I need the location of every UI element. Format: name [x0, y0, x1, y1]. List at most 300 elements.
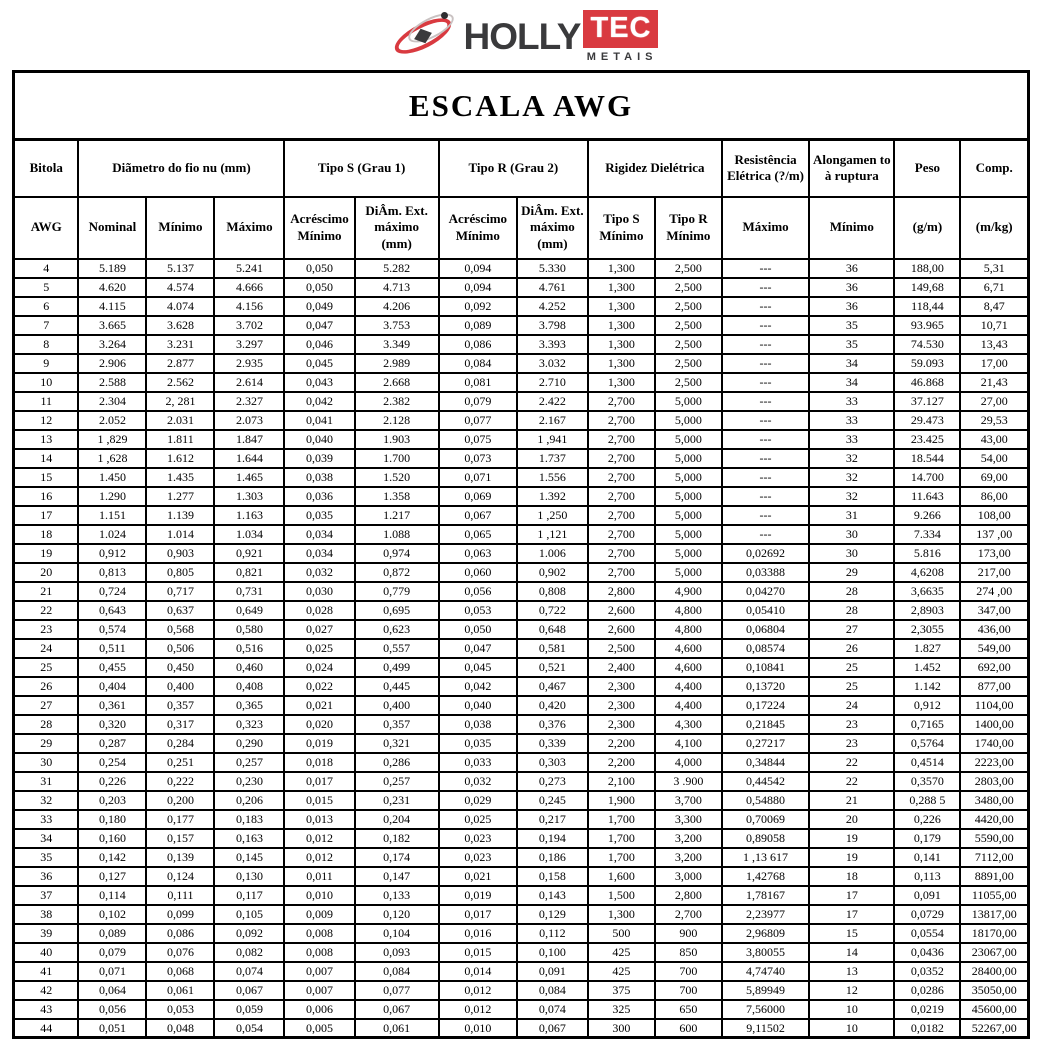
table-cell: 2.128 — [355, 411, 439, 430]
table-cell: 1,300 — [588, 905, 655, 924]
table-cell: 1.452 — [894, 658, 960, 677]
table-cell: 3.393 — [517, 335, 588, 354]
table-cell: 500 — [588, 924, 655, 943]
table-cell: 34 — [809, 373, 894, 392]
table-cell: 0,012 — [284, 848, 354, 867]
table-cell: 23 — [809, 715, 894, 734]
table-cell: 0,0182 — [894, 1019, 960, 1038]
table-cell: 5590,00 — [960, 829, 1028, 848]
table-row — [14, 639, 1029, 658]
table-cell: 5,000 — [655, 430, 722, 449]
table-cell: 1.014 — [146, 525, 214, 544]
table-cell: 3.264 — [78, 335, 146, 354]
table-row — [14, 335, 1029, 354]
table-cell: 0,038 — [439, 715, 517, 734]
table-cell: 0,284 — [146, 734, 214, 753]
table-cell: 0,7165 — [894, 715, 960, 734]
table-row — [14, 943, 1029, 962]
table-cell: --- — [722, 354, 809, 373]
table-cell: 0,245 — [517, 791, 588, 810]
table-cell: 0,015 — [284, 791, 354, 810]
table-cell: 149,68 — [894, 278, 960, 297]
table-row — [14, 962, 1029, 981]
table-cell: 0,903 — [146, 544, 214, 563]
table-cell: 7112,00 — [960, 848, 1028, 867]
table-cell: 2223,00 — [960, 753, 1028, 772]
table-cell: 600 — [655, 1019, 722, 1038]
table-cell: 0,89058 — [722, 829, 809, 848]
table-cell: 0,067 — [439, 506, 517, 525]
table-cell: 700 — [655, 962, 722, 981]
table-cell: 2.422 — [517, 392, 588, 411]
table-cell: 6,71 — [960, 278, 1028, 297]
table-cell: 1,700 — [588, 848, 655, 867]
table-cell: 0,17224 — [722, 696, 809, 715]
table-cell: 0,008 — [284, 943, 354, 962]
table-cell: --- — [722, 506, 809, 525]
table-cell: 0,186 — [517, 848, 588, 867]
table-cell: 27 — [14, 696, 79, 715]
table-cell: 0,813 — [78, 563, 146, 582]
table-cell: 0,012 — [439, 981, 517, 1000]
table-cell: 1,600 — [588, 867, 655, 886]
table-cell: 13,43 — [960, 335, 1028, 354]
table-cell: 0,047 — [284, 316, 354, 335]
table-cell: 2.614 — [214, 373, 284, 392]
table-cell: 23 — [14, 620, 79, 639]
table-cell: 27 — [809, 620, 894, 639]
table-cell: 31 — [809, 506, 894, 525]
table-cell: 21 — [809, 791, 894, 810]
table-cell: 8 — [14, 335, 79, 354]
table-cell: 4.574 — [146, 278, 214, 297]
col-group-alongamento: Alongamen to à ruptura — [809, 140, 894, 197]
table-cell: 4,6208 — [894, 563, 960, 582]
table-row — [14, 392, 1029, 411]
table-row — [14, 696, 1029, 715]
table-cell: 0,010 — [439, 1019, 517, 1038]
table-cell: 0,033 — [439, 753, 517, 772]
table-cell: 0,0436 — [894, 943, 960, 962]
table-cell: 0,623 — [355, 620, 439, 639]
table-cell: 2,700 — [588, 525, 655, 544]
table-cell: 1104,00 — [960, 696, 1028, 715]
col-header-peso-gm: (g/m) — [894, 197, 960, 259]
table-cell: 1.612 — [146, 449, 214, 468]
table-cell: 0,084 — [517, 981, 588, 1000]
table-row — [14, 620, 1029, 639]
table-cell: 3,80055 — [722, 943, 809, 962]
table-cell: 3.032 — [517, 354, 588, 373]
table-cell: 0,071 — [439, 468, 517, 487]
table-cell: 12 — [809, 981, 894, 1000]
table-cell: 0,54880 — [722, 791, 809, 810]
table-cell: 0,321 — [355, 734, 439, 753]
table-cell: 0,028 — [284, 601, 354, 620]
table-row — [14, 449, 1029, 468]
table-cell: 0,127 — [78, 867, 146, 886]
table-cell: 0,254 — [78, 753, 146, 772]
table-cell: --- — [722, 468, 809, 487]
table-cell: 3.665 — [78, 316, 146, 335]
table-cell: 0,079 — [78, 943, 146, 962]
table-cell: 1,500 — [588, 886, 655, 905]
table-cell: 32 — [14, 791, 79, 810]
table-cell: 0,075 — [439, 430, 517, 449]
table-cell: 1.034 — [214, 525, 284, 544]
table-cell: 0,183 — [214, 810, 284, 829]
table-cell: 0,808 — [517, 582, 588, 601]
table-cell: 0,114 — [78, 886, 146, 905]
table-row — [14, 810, 1029, 829]
brand-name-holly: HOLLY — [463, 15, 581, 57]
table-cell: 4,000 — [655, 753, 722, 772]
table-cell: 5,89949 — [722, 981, 809, 1000]
table-cell: 2.304 — [78, 392, 146, 411]
table-cell: 0,179 — [894, 829, 960, 848]
table-row — [14, 373, 1029, 392]
table-cell: 0,040 — [284, 430, 354, 449]
table-cell: 0,157 — [146, 829, 214, 848]
table-cell: 0,182 — [355, 829, 439, 848]
table-cell: 0,147 — [355, 867, 439, 886]
table-cell: 32 — [809, 468, 894, 487]
table-cell: 17 — [809, 886, 894, 905]
table-cell: 0,067 — [214, 981, 284, 1000]
table-cell: 650 — [655, 1000, 722, 1019]
table-cell: 0,506 — [146, 639, 214, 658]
table-cell: 26 — [809, 639, 894, 658]
table-cell: 4,400 — [655, 696, 722, 715]
table-cell: 0,200 — [146, 791, 214, 810]
table-cell: 37.127 — [894, 392, 960, 411]
table-cell: 52267,00 — [960, 1019, 1028, 1038]
table-cell: 0,5764 — [894, 734, 960, 753]
table-cell: 0,257 — [214, 753, 284, 772]
table-cell: 4.252 — [517, 297, 588, 316]
table-cell: 2,700 — [588, 449, 655, 468]
table-cell: 24 — [809, 696, 894, 715]
table-cell: 22 — [14, 601, 79, 620]
table-cell: 1,700 — [588, 829, 655, 848]
table-cell: 3.702 — [214, 316, 284, 335]
table-cell: 0,019 — [439, 886, 517, 905]
table-row — [14, 506, 1029, 525]
table-cell: 0,323 — [214, 715, 284, 734]
table-cell: 2.906 — [78, 354, 146, 373]
table-cell: 0,0554 — [894, 924, 960, 943]
header-logo-area — [0, 0, 1042, 66]
table-cell: 25 — [809, 677, 894, 696]
table-cell: 0,142 — [78, 848, 146, 867]
table-cell: 2, 281 — [146, 392, 214, 411]
col-group-tipo-s: Tipo S (Grau 1) — [284, 140, 438, 197]
table-cell: 10 — [809, 1019, 894, 1038]
col-header-along-minimo: Mínimo — [809, 197, 894, 259]
brand-subtitle-metais: METAIS — [586, 50, 658, 63]
table-cell: 5,000 — [655, 506, 722, 525]
awg-table — [12, 70, 1030, 1039]
table-cell: 0,017 — [284, 772, 354, 791]
table-cell: 3 .900 — [655, 772, 722, 791]
col-header-tipo-s-minimo: Tipo S Mínimo — [588, 197, 655, 259]
table-cell: 0,012 — [439, 1000, 517, 1019]
table-cell: 14 — [809, 943, 894, 962]
table-cell: 17 — [14, 506, 79, 525]
table-cell: 1,700 — [588, 810, 655, 829]
table-cell: 27,00 — [960, 392, 1028, 411]
table-cell: 0,092 — [439, 297, 517, 316]
table-cell: 0,068 — [146, 962, 214, 981]
table-cell: 0,091 — [894, 886, 960, 905]
table-cell: 1.024 — [78, 525, 146, 544]
table-cell: 0,054 — [214, 1019, 284, 1038]
table-cell: 0,273 — [517, 772, 588, 791]
col-header-maximo: Máximo — [214, 197, 284, 259]
table-cell: 4,400 — [655, 677, 722, 696]
table-cell: 0,094 — [439, 259, 517, 278]
table-cell: 1,42768 — [722, 867, 809, 886]
table-row — [14, 601, 1029, 620]
table-cell: 0,038 — [284, 468, 354, 487]
table-cell: 3.753 — [355, 316, 439, 335]
table-cell: 4 — [14, 259, 79, 278]
table-cell: 42 — [14, 981, 79, 1000]
table-row — [14, 924, 1029, 943]
table-cell: 2.073 — [214, 411, 284, 430]
table-cell: 0,145 — [214, 848, 284, 867]
table-cell: 7.334 — [894, 525, 960, 544]
table-cell: 19 — [809, 848, 894, 867]
table-cell: 2,700 — [588, 563, 655, 582]
table-cell: 2.031 — [146, 411, 214, 430]
table-cell: 0,230 — [214, 772, 284, 791]
table-cell: 59.093 — [894, 354, 960, 373]
table-cell: 2,800 — [588, 582, 655, 601]
table-cell: 0,10841 — [722, 658, 809, 677]
table-cell: 0,077 — [355, 981, 439, 1000]
table-row — [14, 772, 1029, 791]
table-cell: 2,300 — [588, 677, 655, 696]
table-cell: 8,47 — [960, 297, 1028, 316]
table-cell: 0,303 — [517, 753, 588, 772]
table-cell: --- — [722, 335, 809, 354]
table-cell: 0,077 — [439, 411, 517, 430]
table-cell: 0,059 — [214, 1000, 284, 1019]
table-row — [14, 753, 1029, 772]
table-cell: 1.435 — [146, 468, 214, 487]
table-cell: 0,521 — [517, 658, 588, 677]
table-cell: 0,921 — [214, 544, 284, 563]
table-cell: 6 — [14, 297, 79, 316]
table-cell: 34 — [809, 354, 894, 373]
table-cell: 93.965 — [894, 316, 960, 335]
table-row — [14, 658, 1029, 677]
table-cell: 274 ,00 — [960, 582, 1028, 601]
table-cell: 425 — [588, 943, 655, 962]
col-group-diametro: Diãmetro do fio nu (mm) — [78, 140, 284, 197]
table-cell: 0,557 — [355, 639, 439, 658]
table-cell: 0,063 — [439, 544, 517, 563]
table-cell: 0,012 — [284, 829, 354, 848]
table-cell: 2,500 — [655, 354, 722, 373]
table-cell: 14 — [14, 449, 79, 468]
table-cell: --- — [722, 392, 809, 411]
table-cell: 34 — [14, 829, 79, 848]
table-row — [14, 278, 1029, 297]
table-cell: 2.668 — [355, 373, 439, 392]
table-cell: 0,091 — [517, 962, 588, 981]
table-cell: 46.868 — [894, 373, 960, 392]
table-cell: 0,042 — [439, 677, 517, 696]
table-cell: 0,007 — [284, 981, 354, 1000]
table-cell: 15 — [14, 468, 79, 487]
table-cell: 0,141 — [894, 848, 960, 867]
table-cell: 0,0352 — [894, 962, 960, 981]
table-cell: 38 — [14, 905, 79, 924]
table-cell: 9.266 — [894, 506, 960, 525]
table-cell: 0,499 — [355, 658, 439, 677]
table-cell: 2,500 — [655, 373, 722, 392]
table-cell: 0,286 — [355, 753, 439, 772]
table-cell: 0,637 — [146, 601, 214, 620]
table-cell: 0,805 — [146, 563, 214, 582]
table-cell: 23 — [809, 734, 894, 753]
table-cell: 0,34844 — [722, 753, 809, 772]
table-cell: 18170,00 — [960, 924, 1028, 943]
table-row — [14, 563, 1029, 582]
table-cell: 8891,00 — [960, 867, 1028, 886]
table-cell: 1.903 — [355, 430, 439, 449]
table-cell: 12 — [14, 411, 79, 430]
col-header-acrescimo-r: Acréscimo Mínimo — [439, 197, 517, 259]
table-row — [14, 905, 1029, 924]
table-cell: 900 — [655, 924, 722, 943]
col-header-tipo-r-minimo: Tipo R Mínimo — [655, 197, 722, 259]
table-cell: 5,000 — [655, 487, 722, 506]
table-cell: 0,180 — [78, 810, 146, 829]
table-cell: 54,00 — [960, 449, 1028, 468]
table-cell: 0,061 — [355, 1019, 439, 1038]
table-cell: 5.189 — [78, 259, 146, 278]
table-cell: 3,000 — [655, 867, 722, 886]
table-cell: 1.290 — [78, 487, 146, 506]
orbit-satellite-dot — [441, 12, 448, 19]
table-cell: 33 — [809, 392, 894, 411]
table-cell: 1.088 — [355, 525, 439, 544]
table-cell: 23.425 — [894, 430, 960, 449]
table-cell: 0,084 — [439, 354, 517, 373]
table-cell: 14.700 — [894, 468, 960, 487]
table-cell: 4,100 — [655, 734, 722, 753]
table-cell: 0,099 — [146, 905, 214, 924]
table-cell: 692,00 — [960, 658, 1028, 677]
table-cell: 2,3055 — [894, 620, 960, 639]
table-cell: 33 — [14, 810, 79, 829]
table-cell: 0,455 — [78, 658, 146, 677]
col-header-awg: AWG — [14, 197, 79, 259]
table-cell: 2,500 — [655, 259, 722, 278]
table-cell: 0,056 — [439, 582, 517, 601]
table-cell: 2,700 — [588, 468, 655, 487]
table-cell: 0,082 — [214, 943, 284, 962]
table-cell: 11055,00 — [960, 886, 1028, 905]
table-cell: 4.713 — [355, 278, 439, 297]
table-cell: 4.761 — [517, 278, 588, 297]
table-row — [14, 677, 1029, 696]
table-cell: 5,000 — [655, 411, 722, 430]
table-cell: 2.935 — [214, 354, 284, 373]
table-cell: 0,019 — [284, 734, 354, 753]
table-cell: 44 — [14, 1019, 79, 1038]
table-cell: 86,00 — [960, 487, 1028, 506]
table-cell: 18 — [809, 867, 894, 886]
table-body — [14, 259, 1029, 1038]
table-cell: 13 — [14, 430, 79, 449]
table-cell: 0,074 — [214, 962, 284, 981]
table-cell: 0,580 — [214, 620, 284, 639]
table-cell: 39 — [14, 924, 79, 943]
table-cell: 20 — [809, 810, 894, 829]
table-row — [14, 297, 1029, 316]
table-cell: 700 — [655, 981, 722, 1000]
table-cell: 5.137 — [146, 259, 214, 278]
col-header-nominal: Nominal — [78, 197, 146, 259]
table-cell: 4.620 — [78, 278, 146, 297]
table-row — [14, 525, 1029, 544]
table-cell: 0,045 — [284, 354, 354, 373]
table-cell: 15 — [809, 924, 894, 943]
table-cell: 1.217 — [355, 506, 439, 525]
table-cell: 0,079 — [439, 392, 517, 411]
table-cell: 0,04270 — [722, 582, 809, 601]
table-cell: 5,000 — [655, 544, 722, 563]
table-cell: 2.710 — [517, 373, 588, 392]
table-cell: 11.643 — [894, 487, 960, 506]
table-cell: 0,648 — [517, 620, 588, 639]
table-cell: 4.206 — [355, 297, 439, 316]
table-cell: 0,163 — [214, 829, 284, 848]
table-cell: 10 — [14, 373, 79, 392]
table-cell: 2,300 — [588, 715, 655, 734]
table-cell: 28 — [809, 582, 894, 601]
table-cell: 1,300 — [588, 278, 655, 297]
table-cell: 2,700 — [588, 430, 655, 449]
table-cell: 173,00 — [960, 544, 1028, 563]
table-cell: 35 — [809, 335, 894, 354]
table-cell: 0,035 — [439, 734, 517, 753]
table-row — [14, 981, 1029, 1000]
table-cell: 0,821 — [214, 563, 284, 582]
table-cell: 3.628 — [146, 316, 214, 335]
table-cell: 3.231 — [146, 335, 214, 354]
table-cell: 0,067 — [517, 1019, 588, 1038]
table-cell: 29 — [14, 734, 79, 753]
table-cell: 3,6635 — [894, 582, 960, 601]
table-cell: 2,700 — [588, 506, 655, 525]
table-cell: 549,00 — [960, 639, 1028, 658]
table-row — [14, 354, 1029, 373]
table-cell: 5.241 — [214, 259, 284, 278]
table-cell: 0,093 — [355, 943, 439, 962]
table-cell: 300 — [588, 1019, 655, 1038]
table-cell: 10 — [809, 1000, 894, 1019]
table-cell: 4,600 — [655, 639, 722, 658]
table-cell: --- — [722, 259, 809, 278]
table-cell: 7,56000 — [722, 1000, 809, 1019]
table-cell: 0,568 — [146, 620, 214, 639]
table-cell: 9,11502 — [722, 1019, 809, 1038]
